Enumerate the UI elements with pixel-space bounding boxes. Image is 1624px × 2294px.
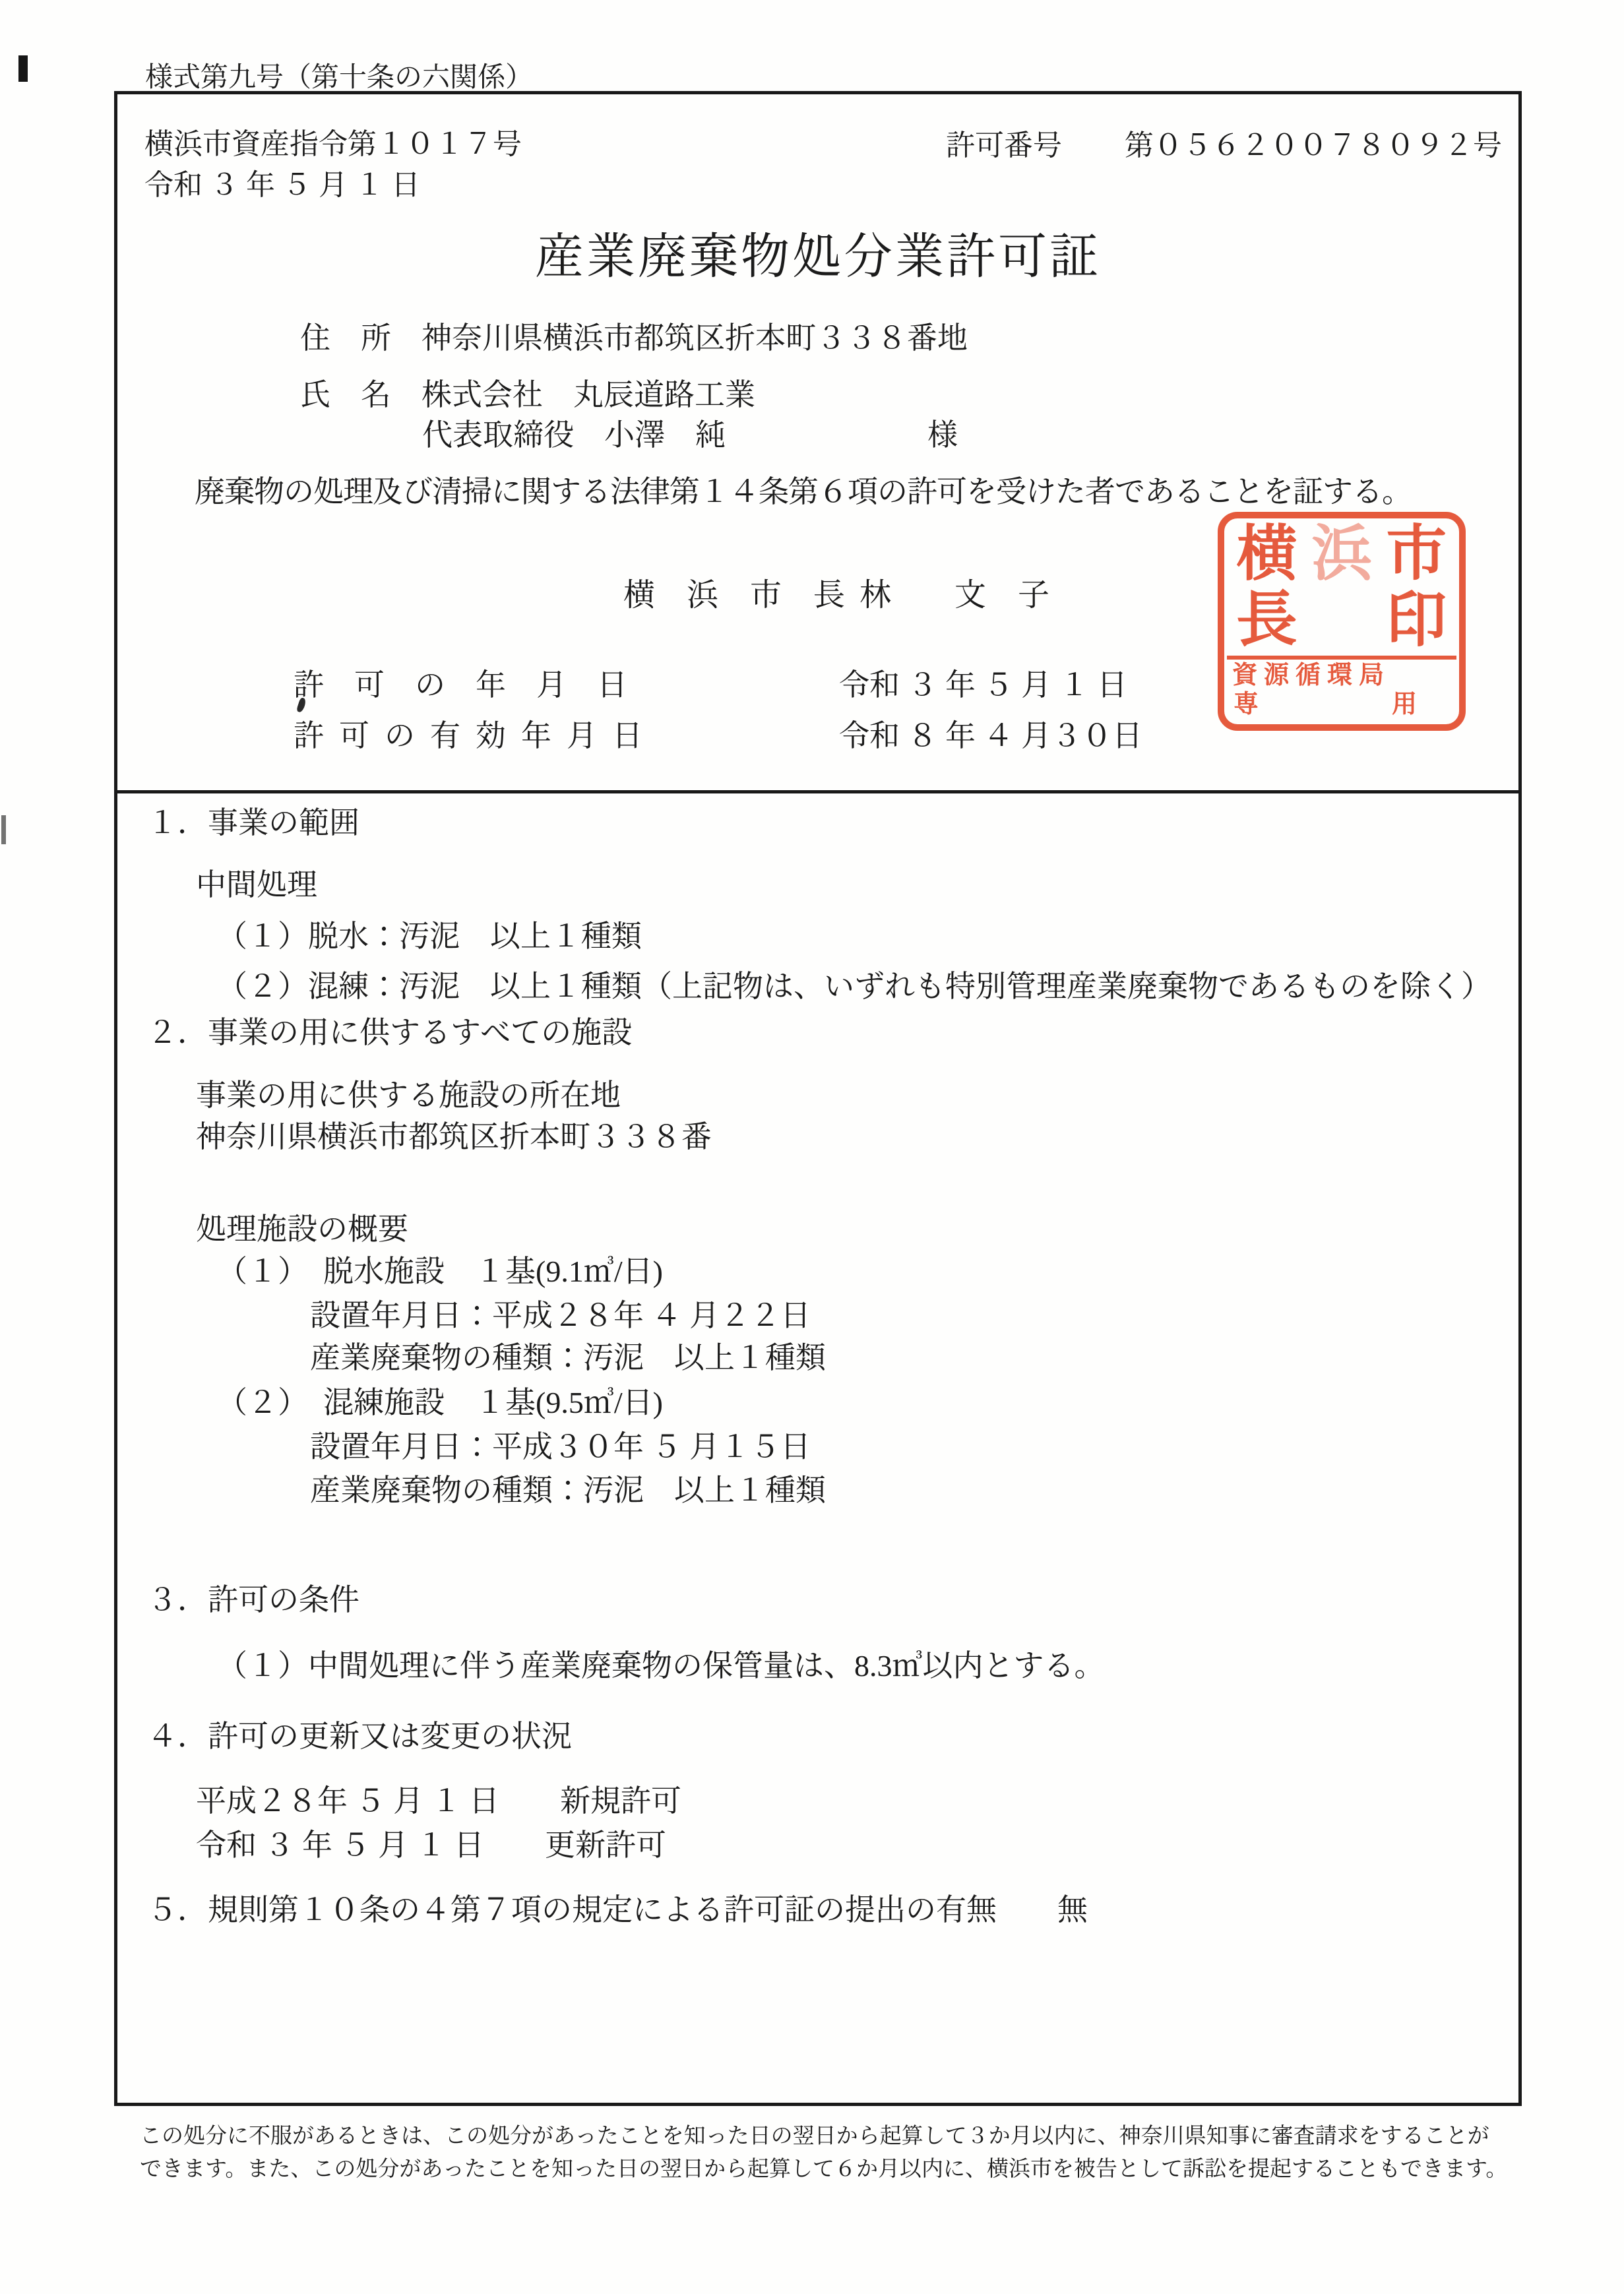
official-seal — [1218, 512, 1466, 731]
holder-name-line: 氏 名 株式会社 丸辰道路工業 — [300, 378, 755, 412]
holder-honorific: 様 — [927, 418, 958, 452]
facility-2-install-date: 設置年月日：平成３０年 ５ 月１５日 — [310, 1430, 811, 1464]
history-initial-permit: 平成２８年 ５ 月 １ 日 新規許可 — [196, 1784, 681, 1818]
scan-artifact — [1, 815, 6, 844]
granted-date-value: 令和 ３ 年 ５ 月 １ 日 — [839, 668, 1127, 702]
section-1-heading: １．事業の範囲 — [147, 806, 359, 840]
mayor-title: 横 浜 市 長 — [623, 578, 846, 613]
facility-1-install-date: 設置年月日：平成２８年 ４ 月２２日 — [310, 1299, 811, 1332]
section-1-item-2: （２）混練：汚泥 以上１種類（上記物は、いずれも特別管理産業廃棄物であるものを除く） — [217, 970, 1491, 1003]
seal-char: 市 — [1386, 520, 1447, 588]
facility-1-waste-type: 産業廃棄物の種類：汚泥 以上１種類 — [310, 1341, 826, 1375]
seal-bureau-name: 資源循環局 — [1232, 662, 1391, 689]
official-seal-subtext — [1227, 656, 1456, 719]
seal-char: 印 — [1386, 586, 1447, 654]
form-number-label: 様式第九号（第十条の六関係） — [145, 63, 534, 93]
holder-representative: 代表取締役 小澤 純 — [422, 418, 726, 452]
valid-date-label: 許可の有効年月日 — [294, 719, 658, 753]
mayor-name: 林 文 子 — [859, 578, 1050, 613]
seal-char: 用 — [1391, 691, 1417, 718]
certification-sentence: 廃棄物の処理及び清掃に関する法律第１４条第６項の許可を受けた者であることを証する。 — [195, 475, 1412, 509]
holder-representative-row — [422, 411, 958, 454]
section-5-line: ５．規則第１０条の４第７項の規定による許可証の提出の有無 無 — [147, 1893, 1088, 1927]
facility-1-summary: （１） 脱水施設 １基(9.1㎥/日) — [217, 1255, 663, 1288]
facility-2-summary: （２） 混練施設 １基(9.5㎥/日) — [217, 1386, 663, 1419]
holder-address-line: 住 所 神奈川県横浜市都筑区折本町３３８番地 — [300, 321, 968, 355]
seal-gap — [1304, 587, 1379, 653]
section-2-heading: ２．事業の用に供するすべての施設 — [147, 1016, 633, 1049]
seal-char: 専 — [1234, 691, 1259, 718]
permit-number-label: 許可番号 — [946, 129, 1062, 162]
section-1-item-1: （１）脱水：汚泥 以上１種類 — [217, 919, 642, 953]
appeal-notice-line-1: この処分に不服があるときは、この処分があったことを知った日の翌日から起算して３か月以内に、神奈川県知事に審査請求をすることが — [140, 2124, 1489, 2148]
facility-location-label: 事業の用に供する施設の所在地 — [196, 1078, 621, 1112]
frame-divider — [116, 790, 1520, 793]
scan-artifact — [18, 55, 28, 82]
facility-location: 神奈川県横浜市都筑区折本町３３８番 — [196, 1120, 712, 1154]
directive-date: 令和 ３ 年 ５ 月 １ 日 — [144, 169, 420, 201]
mayor-signature-row — [623, 569, 1049, 615]
facility-overview-heading: 処理施設の概要 — [196, 1212, 408, 1246]
valid-date-value: 令和 ８ 年 ４ 月３０日 — [839, 719, 1142, 753]
history-renewal-permit: 令和 ３ 年 ５ 月 １ 日 更新許可 — [196, 1828, 666, 1862]
document-title: 産業廃棄物処分業許可証 — [535, 230, 1101, 284]
seal-char: 長 — [1236, 586, 1297, 654]
seal-char: 横 — [1236, 520, 1297, 588]
section-3-condition-1: （１）中間処理に伴う産業廃棄物の保管量は、8.3㎥以内とする。 — [217, 1649, 1105, 1683]
directive-number: 横浜市資産指令第１０１７号 — [144, 128, 522, 160]
appeal-notice-line-2: できます。また、この処分があったことを知った日の翌日から起算して６か月以内に、横浜市を被告として訴訟を提起することもできます。 — [140, 2157, 1508, 2181]
section-4-heading: ４．許可の更新又は変更の状況 — [147, 1720, 572, 1753]
official-seal-main — [1224, 518, 1459, 653]
seal-exclusive-use — [1232, 690, 1451, 719]
section-1-subheading: 中間処理 — [196, 868, 317, 902]
permit-number-value: 第０５６２００７８０９２号 — [1125, 129, 1502, 162]
granted-date-label: 許 可 の 年 月 日 — [294, 668, 627, 702]
section-3-heading: ３．許可の条件 — [147, 1583, 359, 1617]
seal-char: 浜 — [1311, 520, 1372, 588]
facility-2-waste-type: 産業廃棄物の種類：汚泥 以上１種類 — [310, 1473, 826, 1507]
